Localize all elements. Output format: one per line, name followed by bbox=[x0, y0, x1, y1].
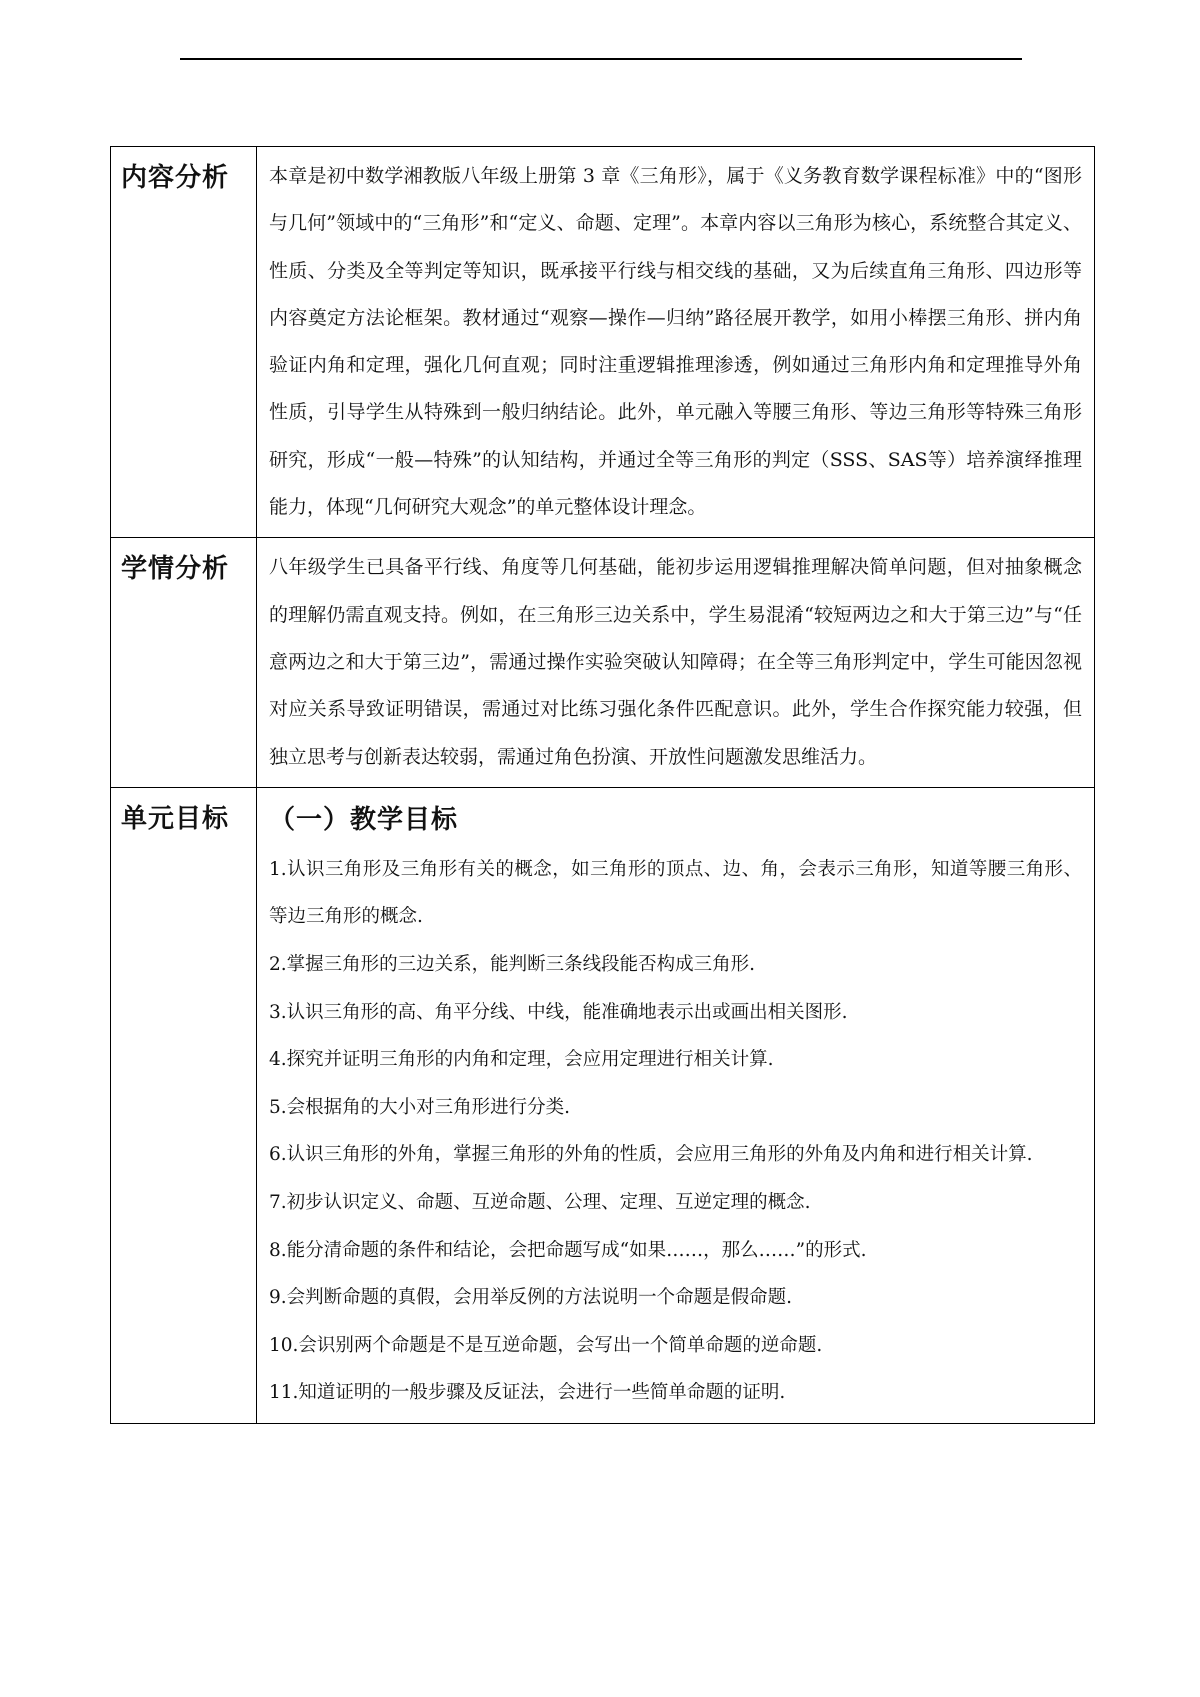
content-analysis-text: 本章是初中数学湘教版八年级上册第 3 章《三角形》，属于《义务教育数学课程标准》中的“图形与几何”领域中的“三角形”和“定义、命题、定理”。本章内容以三角形为核心，系统整合其定义、性质、分类及全等判定等知识，既承接平行线与相交线的基础，又为后续直角三角形、四边形等内容奠定方法论框架。教材通过“观察—操作—归纳”路径展开教学，如用小棒摆三角形、拼内角验证内角和定理，强化几何直观；同时注重逻辑推理渗透，例如通过三角形内角和定理推导外角性质，引导学生从特殊到一般归纳结论。此外，单元融入等腰三角形、等边三角形等特殊三角形研究，形成“一般—特殊”的认知结构，并通过全等三角形的判定（SSS、SAS等）培养演绎推理能力，体现“几何研究大观念”的单元整体设计理念。 bbox=[269, 165, 1082, 519]
list-item: 2.掌握三角形的三边关系，能判断三条线段能否构成三角形. bbox=[269, 954, 756, 976]
list-item: 1.认识三角形及三角形有关的概念，如三角形的顶点、边、角，会表示三角形，知道等腰三角形、等边三角形的概念. bbox=[269, 858, 1082, 928]
row-label: 单元目标 bbox=[121, 803, 230, 834]
list-item: 5.会根据角的大小对三角形进行分类. bbox=[269, 1096, 571, 1118]
list-item: 7.初步认识定义、命题、互逆命题、公理、定理、互逆定理的概念. bbox=[269, 1192, 811, 1214]
unit-plan-table bbox=[110, 146, 1095, 1424]
row-content-cell bbox=[257, 787, 1095, 1423]
section-title: （一）教学目标 bbox=[269, 804, 459, 835]
row-label-cell bbox=[111, 538, 257, 787]
list-item: 9.会判断命题的真假，会用举反例的方法说明一个命题是假命题. bbox=[269, 1287, 793, 1309]
table-row-student-analysis bbox=[111, 538, 1095, 787]
table-row-unit-goals bbox=[111, 787, 1095, 1423]
row-label-cell bbox=[111, 147, 257, 538]
list-item: 11.知道证明的一般步骤及反证法，会进行一些简单命题的证明. bbox=[269, 1382, 786, 1404]
header-rule bbox=[180, 58, 1022, 60]
goal-list bbox=[269, 846, 1082, 1417]
row-content-cell bbox=[257, 538, 1095, 787]
row-label: 内容分析 bbox=[121, 163, 230, 193]
row-content-cell bbox=[257, 147, 1095, 538]
list-item: 10.会识别两个命题是不是互逆命题，会写出一个简单命题的逆命题. bbox=[269, 1334, 823, 1356]
row-label: 学情分析 bbox=[121, 554, 230, 585]
student-analysis-text: 八年级学生已具备平行线、角度等几何基础，能初步运用逻辑推理解决简单问题，但对抽象概念的理解仍需直观支持。例如，在三角形三边关系中，学生易混淆“较短两边之和大于第三边”与“任意两边之和大于第三边”，需通过操作实验突破认知障碍；在全等三角形判定中，学生可能因忽视对应关系导致证明错误，需通过对比练习强化条件匹配意识。此外，学生合作探究能力较强，但独立思考与创新表达较弱，需通过角色扮演、开放性问题激发思维活力。 bbox=[269, 556, 1082, 768]
list-item: 6.认识三角形的外角，掌握三角形的外角的性质，会应用三角形的外角及内角和进行相关计算. bbox=[269, 1144, 1033, 1166]
row-label-cell bbox=[111, 787, 257, 1423]
table-row-content-analysis bbox=[111, 147, 1095, 538]
list-item: 3.认识三角形的高、角平分线、中线，能准确地表示出或画出相关图形. bbox=[269, 1001, 848, 1023]
list-item: 8.能分清命题的条件和结论，会把命题写成“如果……，那么……”的形式. bbox=[269, 1239, 867, 1261]
list-item: 4.探究并证明三角形的内角和定理，会应用定理进行相关计算. bbox=[269, 1049, 774, 1071]
